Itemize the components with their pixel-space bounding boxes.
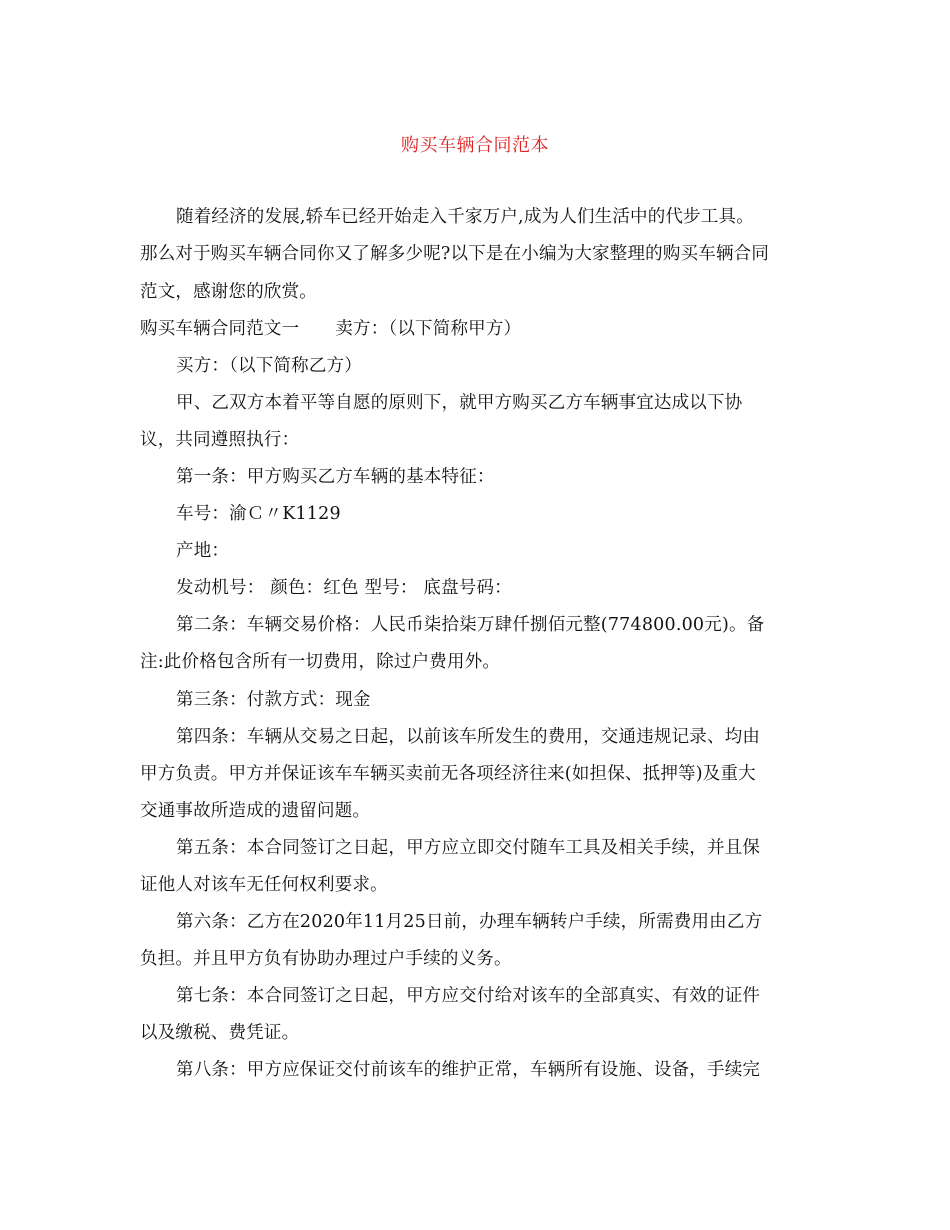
paragraph-line: 随着经济的发展,轿车已经开始走入千家万户,成为人们生活中的代步工具。 [176,207,754,227]
document-title: 购买车辆合同范本 [401,135,549,156]
clause-line: 第一条：甲方购买乙方车辆的基本特征： [176,467,495,487]
sample-heading: 购买车辆合同范文一 [140,319,300,339]
engine-details-line: 发动机号： 颜色：红色 型号： 底盘号码： [176,578,512,598]
clause-line: 第六条：乙方在2020年11月25日前，办理车辆转户手续，所需费用由乙方 [176,912,763,932]
paragraph-line: 交通事故所造成的遗留问题。 [140,801,371,821]
clause-line: 第五条：本合同签订之日起，甲方应立即交付随车工具及相关手续，并且保 [176,838,761,858]
paragraph-line: 以及缴税、费凭证。 [140,1023,300,1043]
paragraph-line: 注:此价格包含所有一切费用，除过户费用外。 [140,652,501,672]
origin-line: 产地： [176,541,230,561]
paragraph-line: 甲、乙双方本着平等自愿的原则下，就甲方购买乙方车辆事宜达成以下协 [176,393,743,413]
clause-line: 第四条：车辆从交易之日起，以前该车所发生的费用，交通违规记录、均由 [176,727,761,747]
vehicle-number-line: 车号：渝Ｃ〃K1129 [176,504,341,524]
section-heading-line [140,317,820,341]
paragraph-line: 那么对于购买车辆合同你又了解多少呢?以下是在小编为大家整理的购买车辆合同 [140,244,770,264]
clause-line: 第八条：甲方应保证交付前该车的维护正常，车辆所有设施、设备，手续完 [176,1060,761,1080]
paragraph-line: 范文，感谢您的欣赏。 [140,282,317,302]
clause-line: 第七条：本合同签订之日起，甲方应交付给对该车的全部真实、有效的证件 [176,986,761,1006]
paragraph-line: 证他人对该车无任何权利要求。 [140,875,388,895]
buyer-line: 买方：（以下简称乙方） [176,356,362,376]
seller-label: 卖方：（以下简称甲方） [335,319,522,339]
paragraph-line: 负担。并且甲方负有协助办理过户手续的义务。 [140,949,512,969]
clause-line: 第三条：付款方式：现金 [176,690,371,710]
paragraph-line: 议，共同遵照执行： [140,430,300,450]
clause-line: 第二条：车辆交易价格：人民币柒拾柒万肆仟捌佰元整(774800.00元)。备 [176,615,765,635]
paragraph-line: 甲方负责。甲方并保证该车车辆买卖前无各项经济往来(如担保、抵押等)及重大 [140,764,756,784]
